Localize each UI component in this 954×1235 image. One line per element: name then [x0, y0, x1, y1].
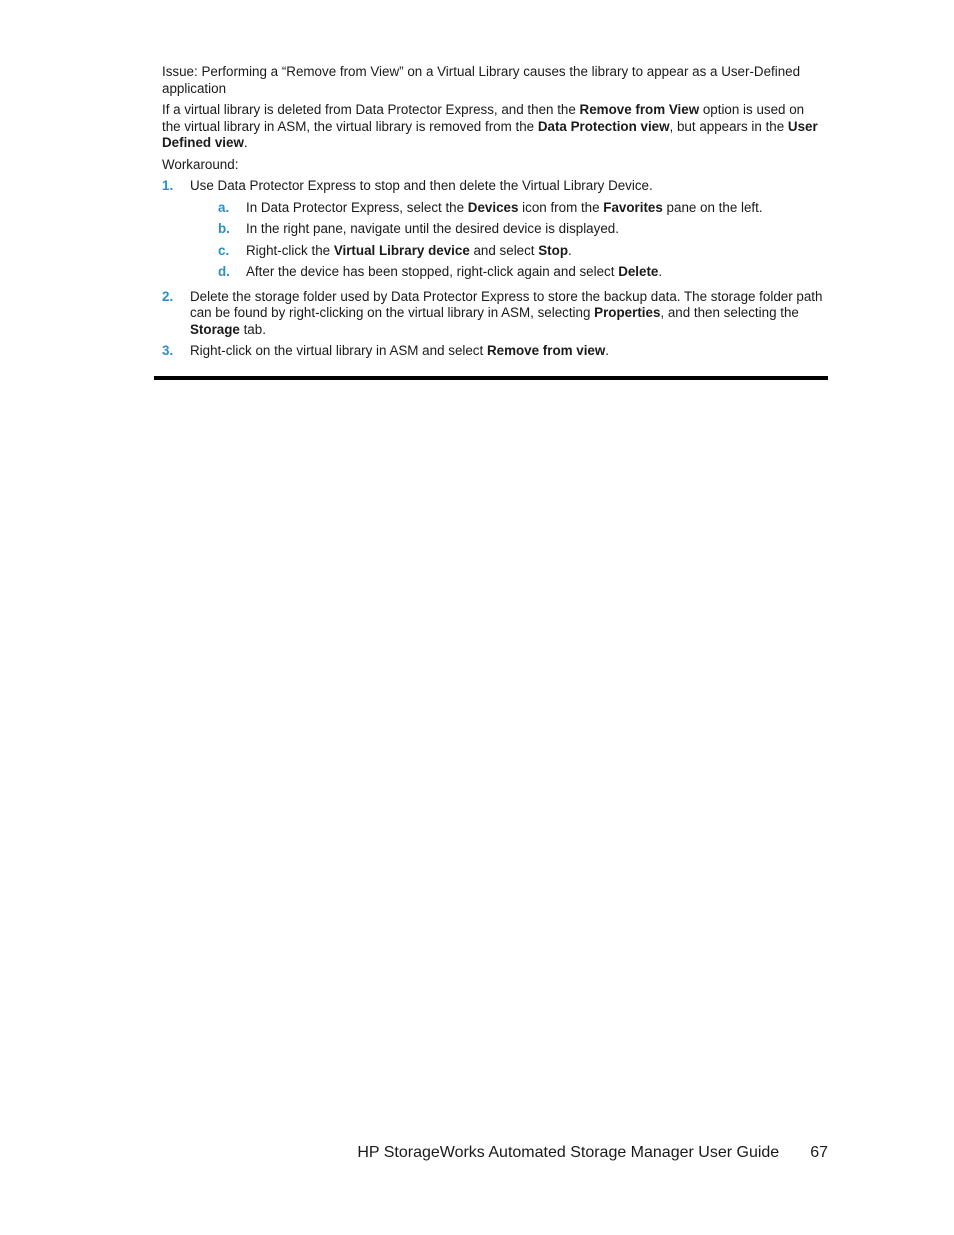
- step-number: 3.: [162, 343, 174, 358]
- step-text: Right-click on the virtual library in ASM and select: [190, 343, 487, 358]
- step-text: Use Data Protector Express to stop and then delete the Virtual Library Device.: [190, 178, 653, 193]
- step-text: .: [605, 343, 610, 358]
- substep-d: [190, 264, 824, 281]
- substep-text: Right-click the: [246, 242, 334, 258]
- para-bold-data-protection-view: Data Protection view: [537, 118, 670, 134]
- substep-text: .: [658, 264, 663, 279]
- para-text: , but appears in the: [669, 118, 788, 134]
- page-number: 67: [810, 1144, 828, 1161]
- workaround-label: Workaround:: [162, 156, 239, 172]
- substep-bold: Virtual Library device: [333, 242, 470, 258]
- substep-text: icon from the: [518, 199, 604, 215]
- step-text: tab.: [239, 321, 266, 337]
- para-bold-remove-from-view: Remove from View: [579, 102, 700, 117]
- substep-letter: c.: [218, 242, 230, 258]
- para-text: option is used on the virtual library in ASM, the virtual library is removed from the: [162, 102, 805, 134]
- document-body: [162, 64, 824, 365]
- substep-bold: Stop: [538, 242, 568, 258]
- step-bold-storage: Storage: [190, 321, 240, 337]
- footer-title: HP StorageWorks Automated Storage Manager User Guide: [357, 1144, 780, 1161]
- step-number: 2.: [162, 288, 174, 304]
- para-text: If a virtual library is deleted from Data Protector Express, and then the: [162, 102, 580, 117]
- substep-bold: Favorites: [603, 199, 663, 215]
- step-3: [162, 343, 824, 360]
- substeps-list: [190, 200, 824, 281]
- substep-text: and select: [469, 242, 539, 258]
- steps-list: [162, 178, 824, 360]
- step-bold-remove-from-view: Remove from view: [486, 343, 606, 358]
- substep-letter: d.: [218, 264, 230, 279]
- substep-text: After the device has been stopped, right-click again and select: [246, 264, 619, 279]
- section-divider-rule: [154, 376, 828, 380]
- substep-bold: Delete: [618, 264, 659, 279]
- substep-b: [190, 221, 824, 238]
- substep-text: In the right pane, navigate until the desired device is displayed.: [246, 221, 619, 236]
- description-paragraph: [162, 102, 824, 152]
- substep-text: pane on the left.: [662, 199, 763, 215]
- step-2: [162, 289, 824, 339]
- para-text: .: [243, 135, 248, 150]
- step-number: 1.: [162, 178, 174, 193]
- substep-letter: a.: [218, 199, 230, 215]
- substep-bold: Devices: [467, 199, 519, 215]
- substep-text: In Data Protector Express, select the: [246, 199, 468, 215]
- substep-c: [190, 243, 824, 260]
- step-text: Delete the storage folder used by Data Protector Express to store the backup data. The storage folder path can be found by right-clicking on the virtual library in ASM, selecting: [190, 288, 823, 320]
- substep-letter: b.: [218, 221, 230, 236]
- para-bold-user-defined-view: User Defined view: [162, 118, 818, 150]
- page-footer: [300, 1143, 828, 1163]
- substep-text: .: [568, 242, 572, 258]
- step-bold-properties: Properties: [594, 305, 661, 320]
- issue-heading: Issue: Performing a “Remove from View” on a Virtual Library causes the library to appear as a User-Defined application: [162, 64, 801, 96]
- substep-a: [190, 200, 824, 217]
- step-text: , and then selecting the: [660, 305, 799, 320]
- step-1: [162, 178, 824, 281]
